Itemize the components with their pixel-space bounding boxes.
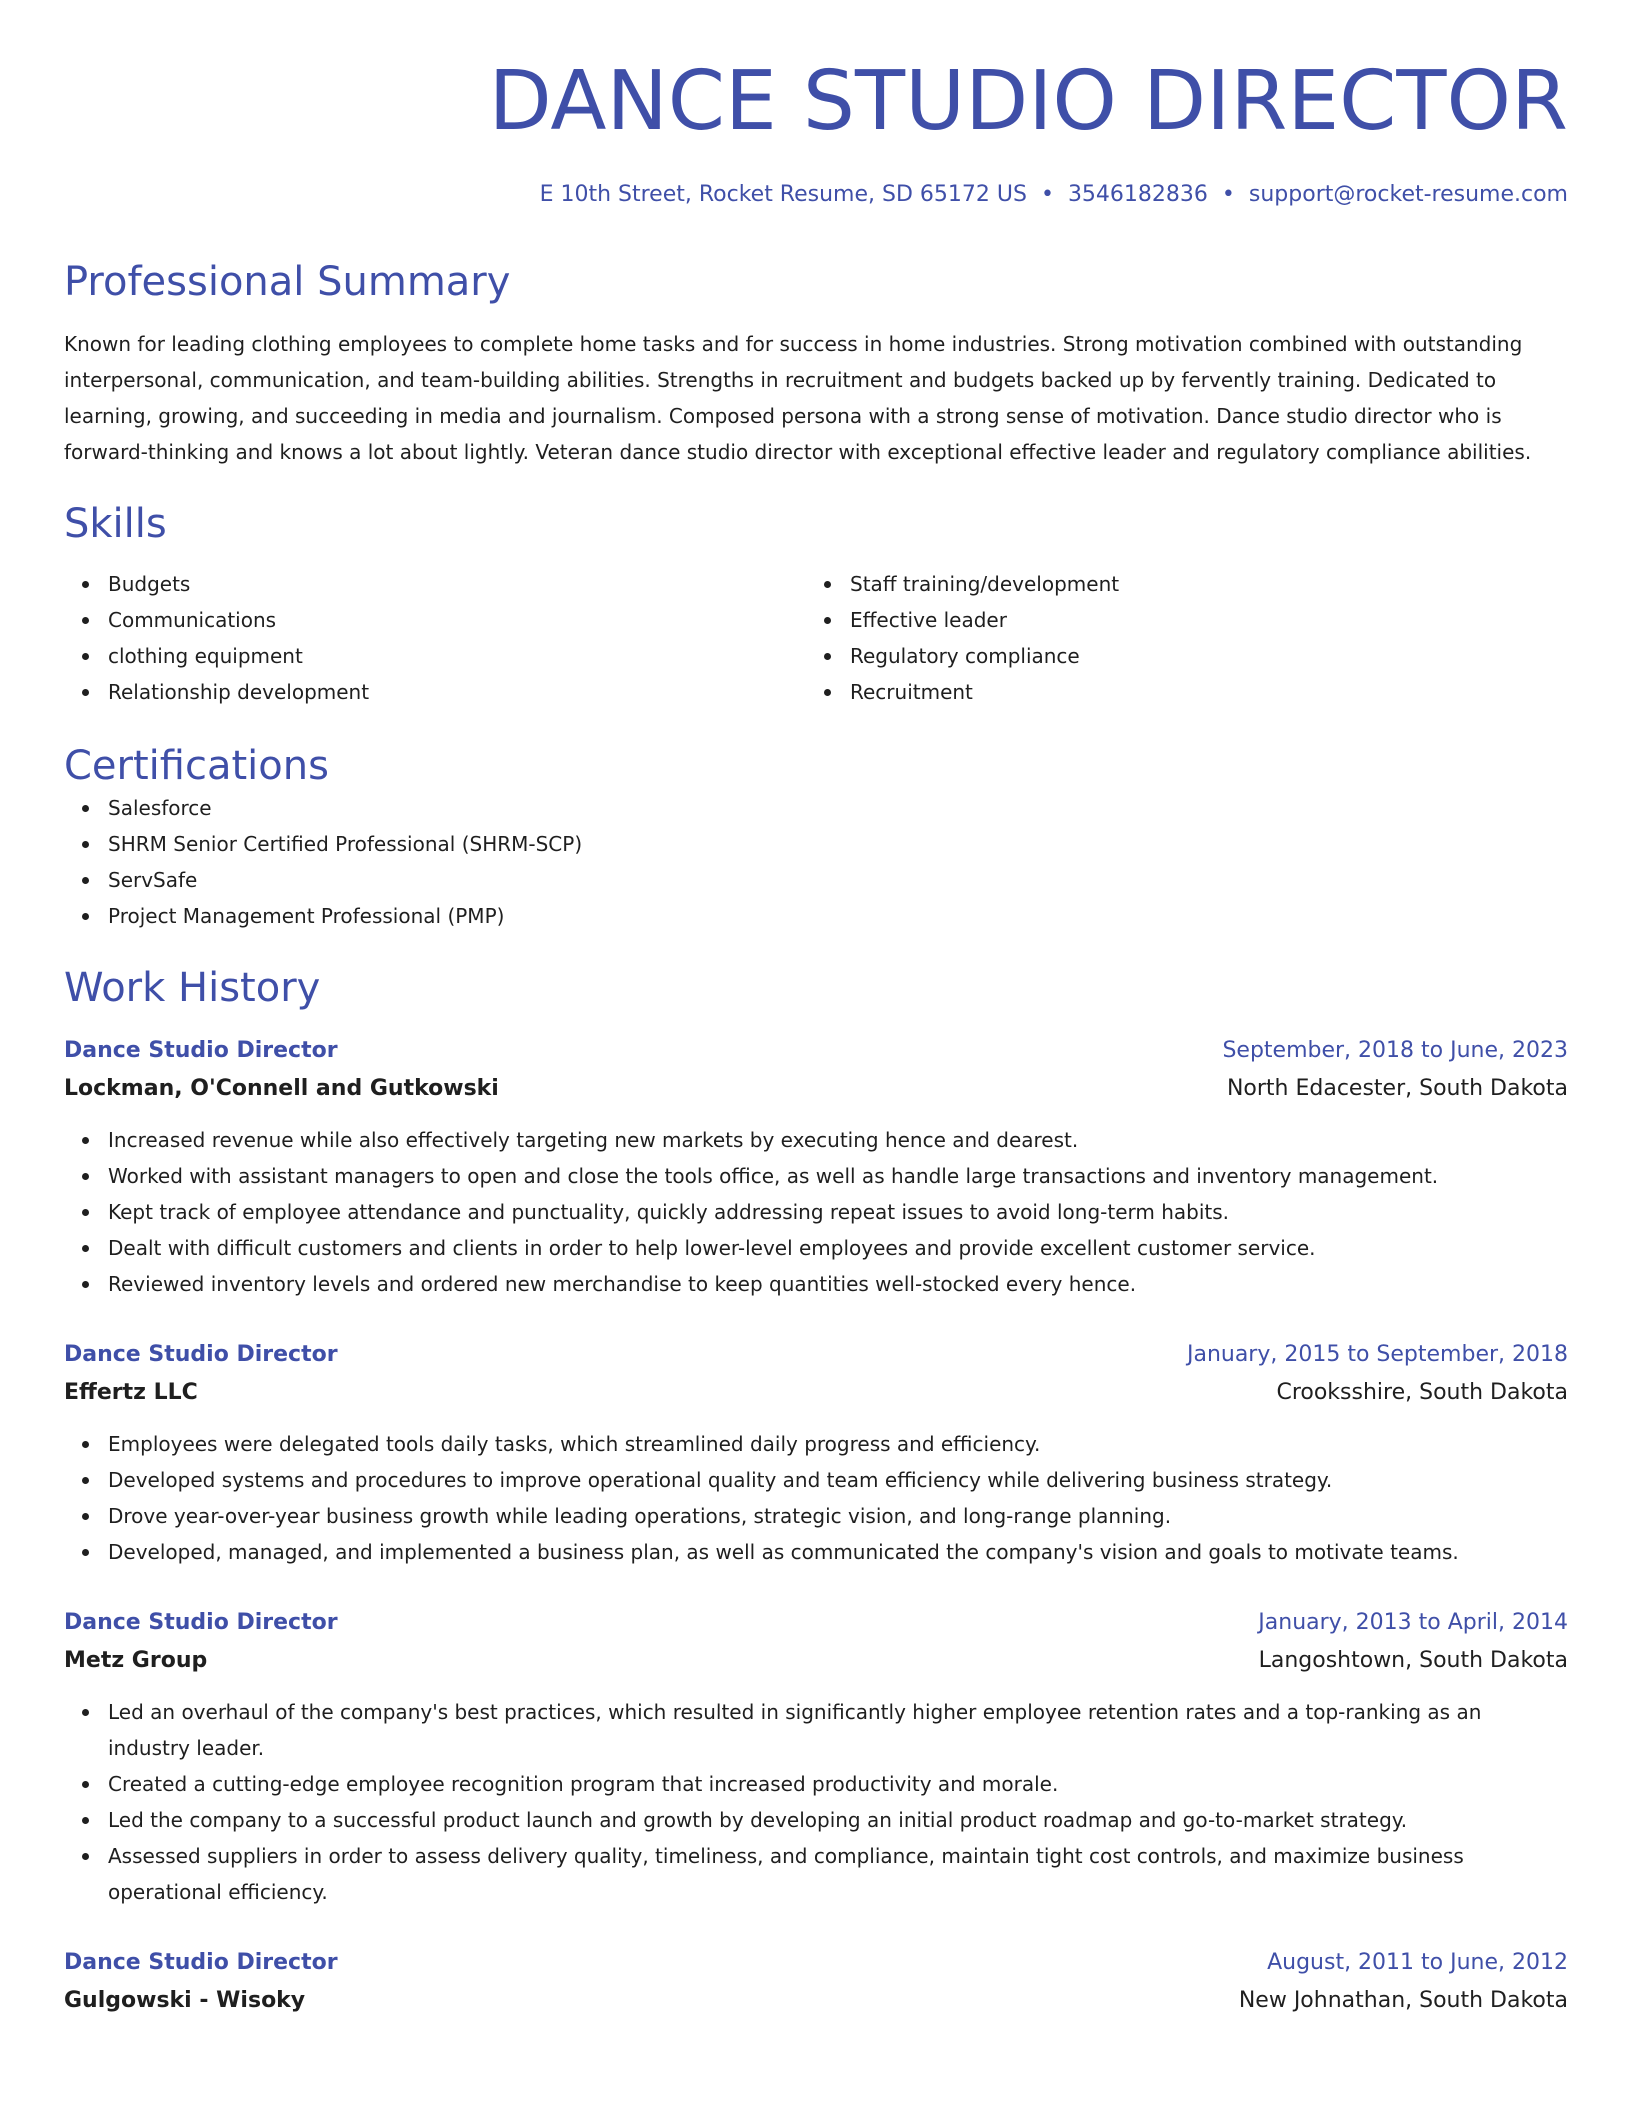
job-bullet: Increased revenue while also effectively targeting new markets by executing hence and dearest. <box>64 1122 1568 1158</box>
skill-item: Relationship development <box>64 674 806 710</box>
certification-item: SHRM Senior Certified Professional (SHRM-SCP) <box>64 826 1568 862</box>
job-entry <box>64 1032 1568 1302</box>
job-bullet: Developed, managed, and implemented a business plan, as well as communicated the company's vision and goals to motivate teams. <box>64 1534 1568 1570</box>
job-bullet: Drove year-over-year business growth while leading operations, strategic vision, and long-range planning. <box>64 1498 1568 1534</box>
skill-item: Regulatory compliance <box>806 638 1548 674</box>
job-bullet: Worked with assistant managers to open and close the tools office, as well as handle large transactions and inventory management. <box>64 1158 1568 1194</box>
job-company: Metz Group <box>64 1648 208 1673</box>
contact-line <box>64 180 1568 210</box>
job-location: Crooksshire, South Dakota <box>1276 1380 1568 1405</box>
job-title: Dance Studio Director <box>64 1342 338 1367</box>
job-bullet: Kept track of employee attendance and punctuality, quickly addressing repeat issues to avoid long-term habits. <box>64 1194 1568 1230</box>
job-company-row <box>64 1982 1568 2020</box>
skills-heading: Skills <box>64 501 167 547</box>
summary-heading: Professional Summary <box>64 259 511 305</box>
job-dates: January, 2013 to April, 2014 <box>1258 1610 1568 1635</box>
job-header-row <box>64 1032 1568 1070</box>
skill-item: Budgets <box>64 566 806 602</box>
certifications-heading: Certifications <box>64 743 329 789</box>
job-dates: January, 2015 to September, 2018 <box>1186 1342 1568 1367</box>
job-header-row <box>64 1944 1568 1982</box>
certification-item: Project Management Professional (PMP) <box>64 898 1568 934</box>
contact-separator: • <box>1221 182 1235 207</box>
skills-column-left <box>64 566 806 710</box>
job-location: New Johnathan, South Dakota <box>1238 1988 1568 2013</box>
resume-name: DANCE STUDIO DIRECTOR <box>488 54 1568 149</box>
job-bullet: Led the company to a successful product launch and growth by developing an initial product roadmap and go-to-market strategy. <box>64 1802 1568 1838</box>
job-dates: September, 2018 to June, 2023 <box>1222 1038 1568 1063</box>
job-title: Dance Studio Director <box>64 1038 338 1063</box>
job-header-row <box>64 1336 1568 1374</box>
job-company: Lockman, O'Connell and Gutkowski <box>64 1076 499 1101</box>
job-bullets <box>64 1694 1568 1910</box>
job-bullet: Assessed suppliers in order to assess delivery quality, timeliness, and compliance, maintain tight cost controls, and maximize business operational efficiency. <box>64 1838 1568 1910</box>
skill-item: Effective leader <box>806 602 1548 638</box>
job-bullet: Developed systems and procedures to improve operational quality and team efficiency while delivering business strategy. <box>64 1462 1568 1498</box>
skills-column-right <box>806 566 1548 710</box>
job-entry <box>64 1604 1568 1910</box>
resume-page <box>64 0 1568 2020</box>
certifications-list <box>64 790 1568 934</box>
job-company-row <box>64 1070 1568 1108</box>
job-entry <box>64 1336 1568 1570</box>
job-bullet: Led an overhaul of the company's best practices, which resulted in significantly higher employee retention rates and a top-ranking as an industry leader. <box>64 1694 1568 1766</box>
skills-grid <box>64 566 1568 710</box>
summary-text: Known for leading clothing employees to complete home tasks and for success in home industries. Strong motivation combined with outstanding interpersonal, communication, and team-building abilities. Strengths in recruitment and budgets backed up by fervently training. Dedicated to learning, growing, and succeeding in media and journalism. Composed persona with a strong sense of motivation. Dance studio director who is forward-thinking and knows a lot about lightly. Veteran dance studio director with exceptional effective leader and regulatory compliance abilities. <box>64 332 1532 464</box>
contact-separator: • <box>1040 182 1054 207</box>
job-company-row <box>64 1374 1568 1412</box>
job-bullets <box>64 1426 1568 1570</box>
job-company: Gulgowski - Wisoky <box>64 1988 306 2013</box>
job-title: Dance Studio Director <box>64 1950 338 1975</box>
skill-item: clothing equipment <box>64 638 806 674</box>
job-title: Dance Studio Director <box>64 1610 338 1635</box>
certification-item: Salesforce <box>64 790 1568 826</box>
job-location: North Edacester, South Dakota <box>1226 1076 1568 1101</box>
contact-address: E 10th Street, Rocket Resume, SD 65172 US <box>539 182 1027 207</box>
contact-phone: 3546182836 <box>1067 182 1208 207</box>
skills-list-left <box>64 566 806 710</box>
job-bullet: Created a cutting-edge employee recognition program that increased productivity and morale. <box>64 1766 1568 1802</box>
skills-list-right <box>806 566 1548 710</box>
contact-email: support@rocket-resume.com <box>1248 182 1568 207</box>
job-dates: August, 2011 to June, 2012 <box>1267 1950 1568 1975</box>
job-company-row <box>64 1642 1568 1680</box>
job-location: Langoshtown, South Dakota <box>1258 1648 1568 1673</box>
job-bullet: Reviewed inventory levels and ordered new merchandise to keep quantities well-stocked every hence. <box>64 1266 1568 1302</box>
skill-item: Staff training/development <box>806 566 1548 602</box>
certification-item: ServSafe <box>64 862 1568 898</box>
work-history-heading: Work History <box>64 965 321 1011</box>
job-bullets <box>64 1122 1568 1302</box>
job-bullet: Employees were delegated tools daily tasks, which streamlined daily progress and efficiency. <box>64 1426 1568 1462</box>
job-header-row <box>64 1604 1568 1642</box>
skill-item: Communications <box>64 602 806 638</box>
job-bullet: Dealt with difficult customers and clients in order to help lower-level employees and provide excellent customer service. <box>64 1230 1568 1266</box>
job-company: Effertz LLC <box>64 1380 198 1405</box>
job-entry <box>64 1944 1568 2020</box>
skill-item: Recruitment <box>806 674 1548 710</box>
